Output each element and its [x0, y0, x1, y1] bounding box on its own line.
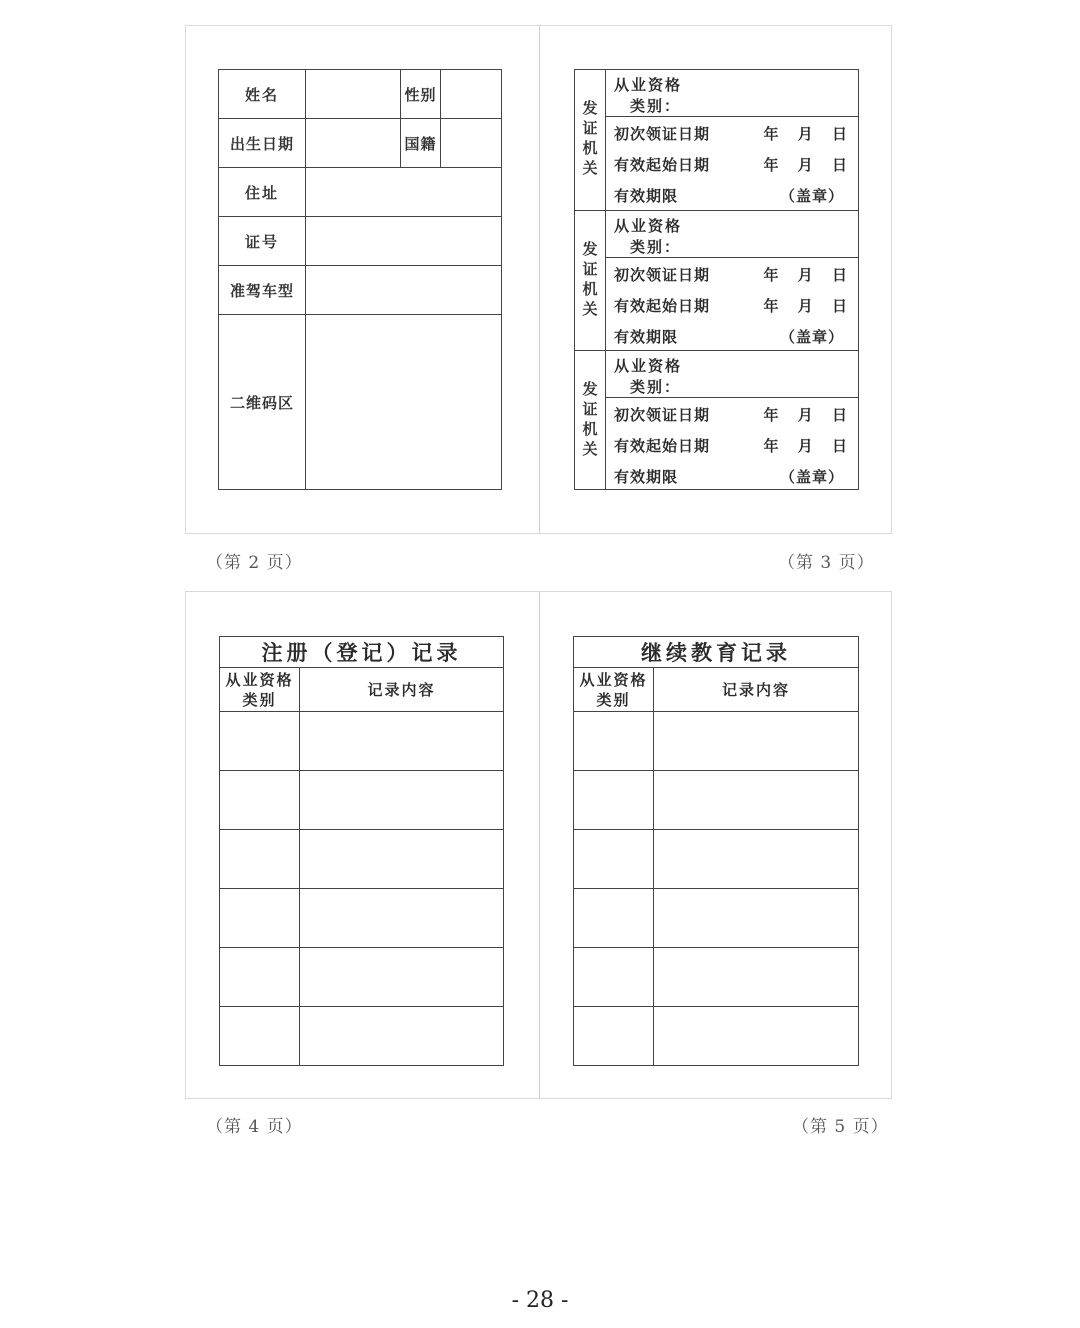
first-issue-row [614, 404, 848, 424]
vehicle-class-label: 准驾车型 [219, 266, 306, 315]
issuer-block [575, 70, 858, 210]
qr-code-label: 二维码区 [219, 315, 306, 490]
date-placeholder: 年 月 日 [763, 406, 848, 424]
cert-number-value [306, 217, 502, 266]
content-header: 记录内容 [654, 668, 859, 712]
date-placeholder: 年 月 日 [763, 266, 848, 284]
category-field [606, 351, 858, 398]
page-number-3: （第 3 页） [778, 553, 875, 573]
table-row [220, 830, 504, 889]
issuer-block [575, 210, 858, 350]
nationality-value [441, 119, 502, 168]
first-issue-row [614, 264, 848, 284]
page-number-2: （第 2 页） [206, 553, 303, 573]
table-row [574, 771, 859, 830]
category-label-line1: 从业资格 [614, 217, 683, 235]
seal-label: （盖章） [779, 187, 844, 205]
page-divider [539, 26, 540, 533]
table-row [220, 712, 504, 771]
category-field [606, 70, 858, 117]
validity-row [614, 185, 848, 205]
address-value [306, 168, 502, 217]
page-number-5: （第 5 页） [792, 1117, 889, 1137]
issuer-label-box [575, 351, 606, 490]
table-title: 继续教育记录 [574, 637, 859, 668]
date-placeholder: 年 月 日 [763, 156, 848, 174]
valid-start-row [614, 154, 848, 174]
table-row [220, 889, 504, 948]
dob-label: 出生日期 [219, 119, 306, 168]
valid-start-label: 有效起始日期 [614, 297, 711, 315]
valid-start-row [614, 435, 848, 455]
table-row [574, 1007, 859, 1066]
gender-value [441, 70, 502, 119]
issuer-label: 发证机关 [580, 380, 599, 461]
issuer-block [575, 350, 858, 490]
registration-record-table [219, 636, 504, 1066]
name-value [306, 70, 401, 119]
first-issue-label: 初次领证日期 [614, 266, 711, 284]
vehicle-class-value [306, 266, 502, 315]
date-placeholder: 年 月 日 [763, 437, 848, 455]
page-divider [539, 592, 540, 1098]
valid-start-label: 有效起始日期 [614, 437, 711, 455]
category-label-line1: 从业资格 [614, 76, 683, 94]
qr-code-area [306, 315, 502, 490]
first-issue-row [614, 123, 848, 143]
valid-start-row [614, 295, 848, 315]
name-label: 姓名 [219, 70, 306, 119]
table-row [574, 948, 859, 1007]
category-header: 从业资格 类别 [574, 668, 654, 712]
category-label-line2: 类别： [630, 97, 682, 115]
issuer-label: 发证机关 [580, 240, 599, 321]
personal-info-table [218, 69, 502, 490]
validity-label: 有效期限 [614, 468, 679, 486]
table-title: 注册（登记）记录 [220, 637, 504, 668]
date-placeholder: 年 月 日 [763, 297, 848, 315]
seal-label: （盖章） [779, 328, 844, 346]
address-label: 住址 [219, 168, 306, 217]
table-row [220, 948, 504, 1007]
category-label-line1: 从业资格 [614, 357, 683, 375]
document-page-number: - 28 - [511, 1288, 569, 1313]
issuer-records [574, 69, 859, 490]
table-row [574, 889, 859, 948]
category-field [606, 211, 858, 258]
issuer-label-box [575, 70, 606, 210]
validity-row [614, 326, 848, 346]
validity-row [614, 466, 848, 486]
dob-value [306, 119, 401, 168]
first-issue-label: 初次领证日期 [614, 125, 711, 143]
table-row [220, 1007, 504, 1066]
category-label-line2: 类别： [630, 378, 682, 396]
issuer-label-box [575, 211, 606, 350]
nationality-label: 国籍 [401, 119, 441, 168]
content-header: 记录内容 [300, 668, 504, 712]
gender-label: 性别 [401, 70, 441, 119]
valid-start-label: 有效起始日期 [614, 156, 711, 174]
table-row [574, 830, 859, 889]
cert-number-label: 证号 [219, 217, 306, 266]
page-number-4: （第 4 页） [206, 1117, 303, 1137]
issuer-label: 发证机关 [580, 100, 599, 180]
seal-label: （盖章） [779, 468, 844, 486]
date-placeholder: 年 月 日 [763, 125, 848, 143]
validity-label: 有效期限 [614, 187, 679, 205]
table-row [220, 771, 504, 830]
first-issue-label: 初次领证日期 [614, 406, 711, 424]
category-header: 从业资格 类别 [220, 668, 300, 712]
category-label-line2: 类别： [630, 238, 682, 256]
validity-label: 有效期限 [614, 328, 679, 346]
table-row [574, 712, 859, 771]
continuing-education-table [573, 636, 859, 1066]
